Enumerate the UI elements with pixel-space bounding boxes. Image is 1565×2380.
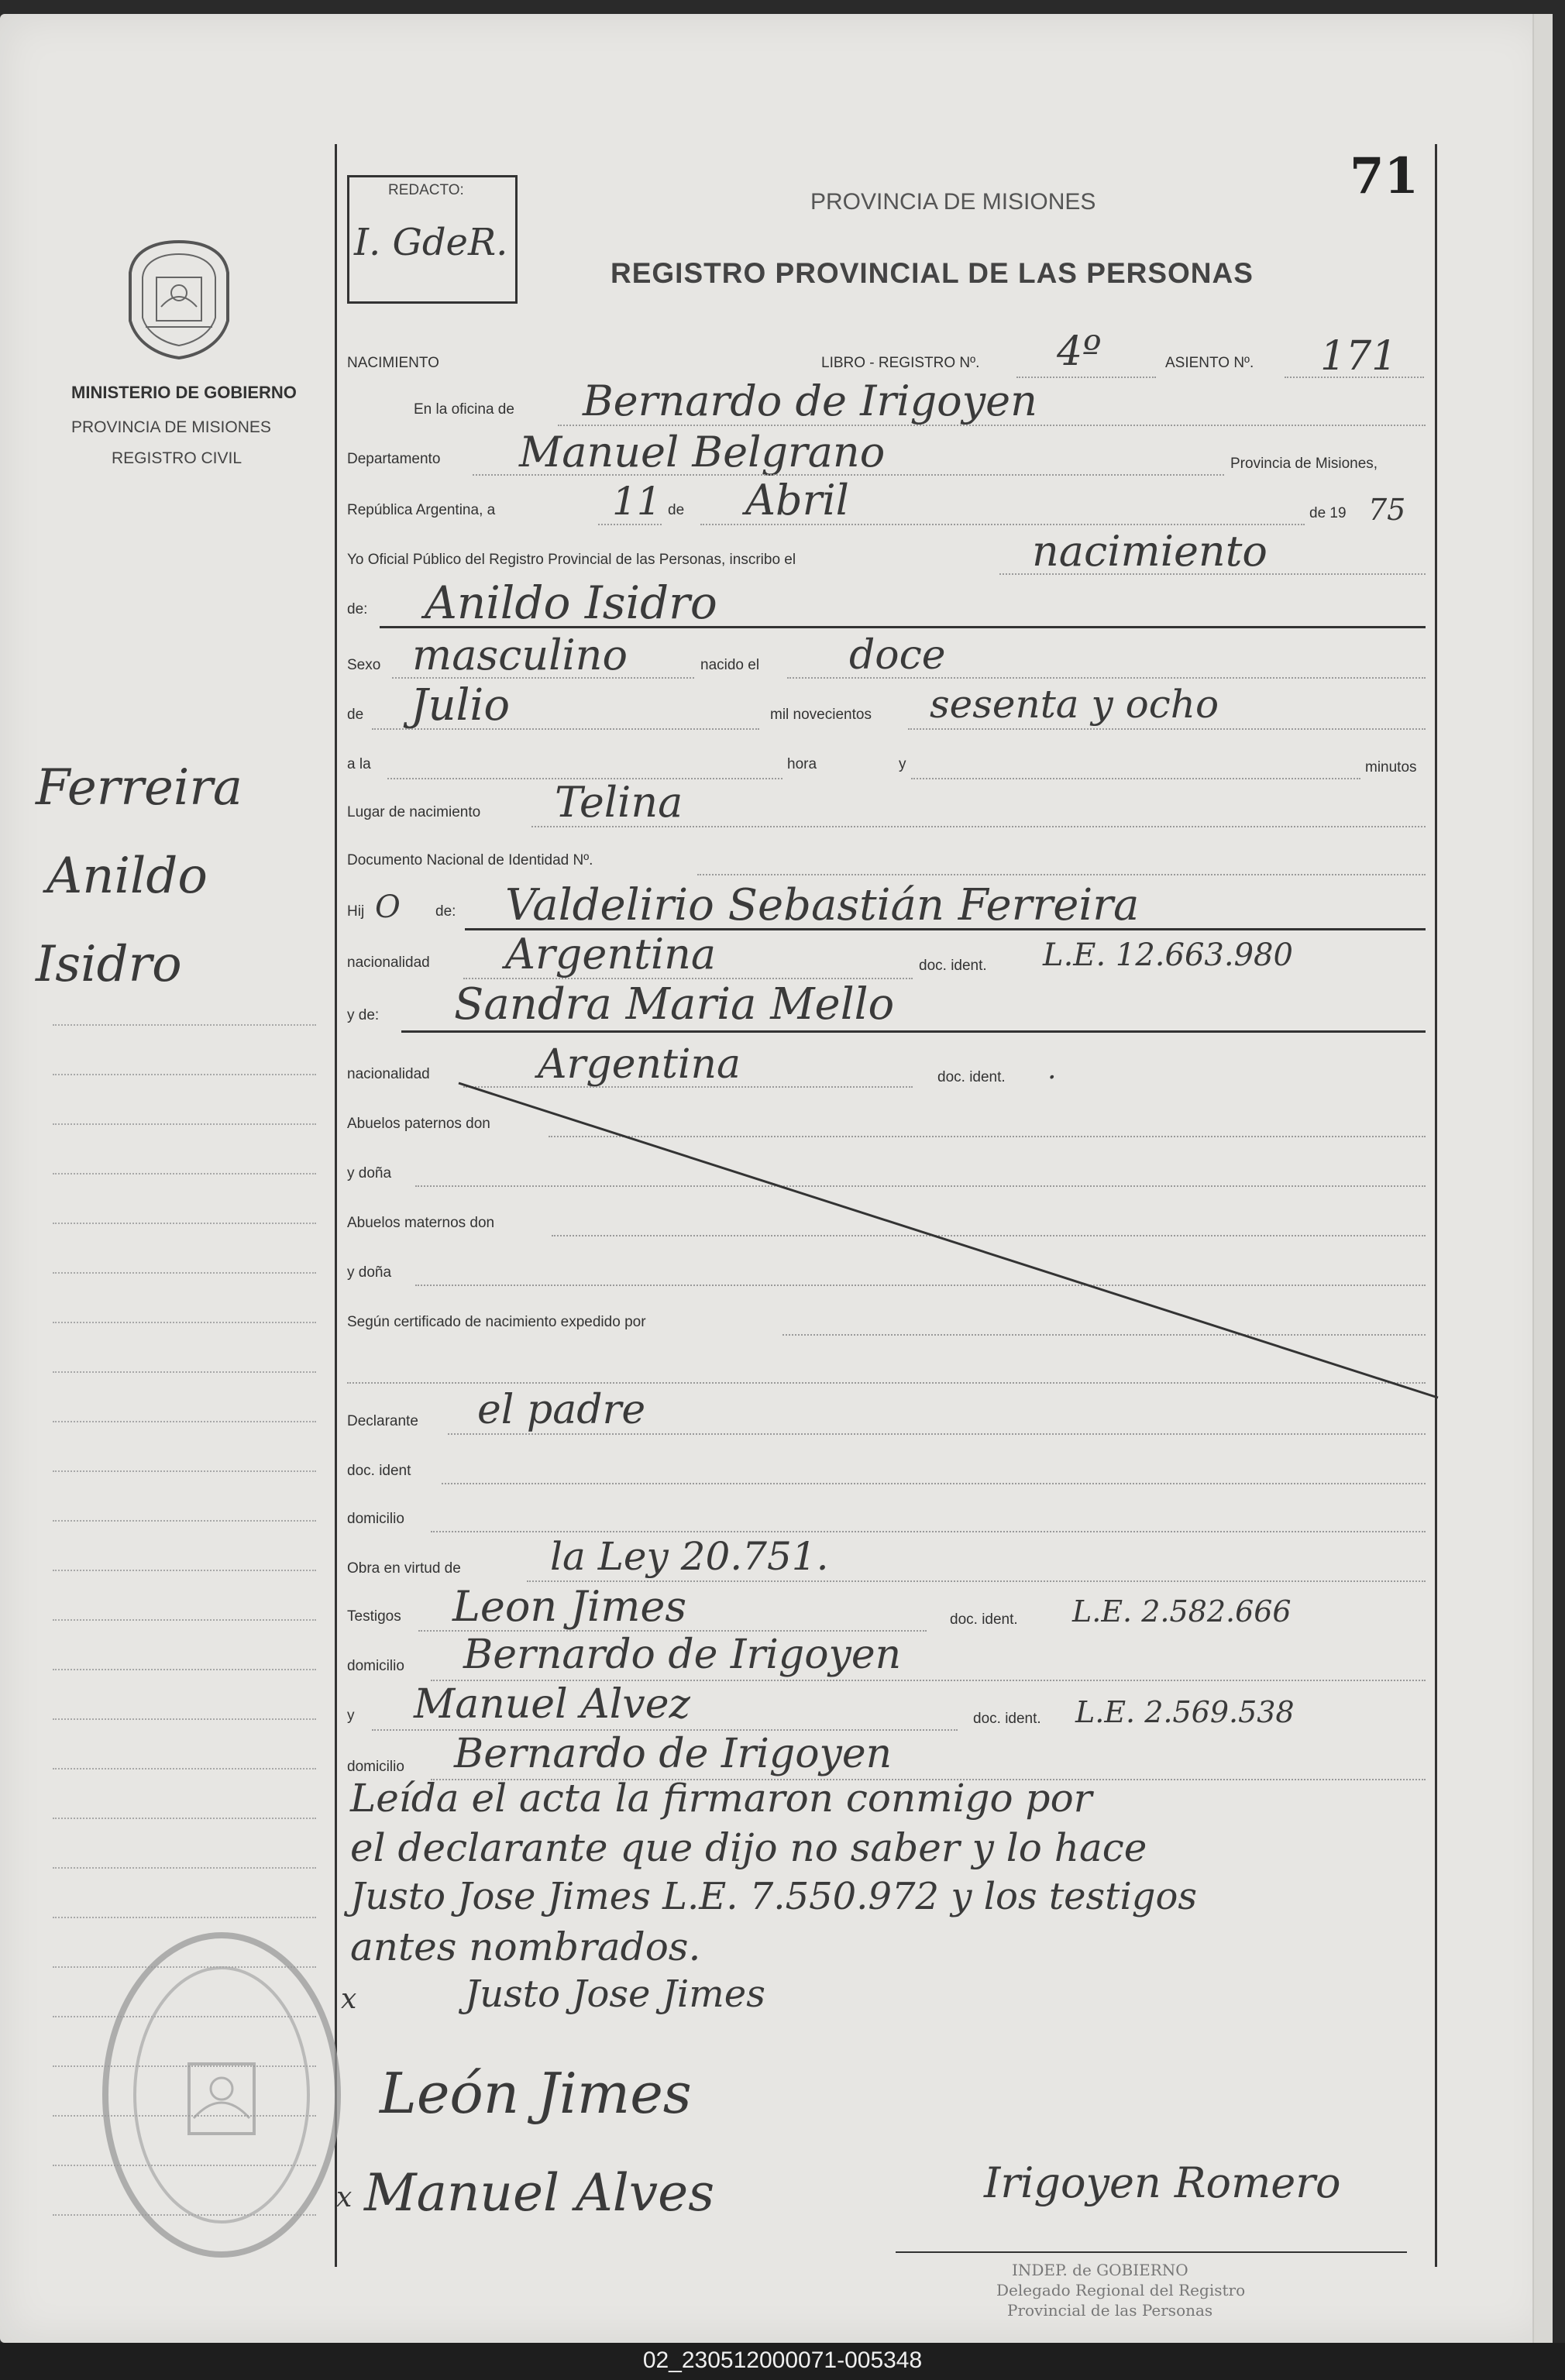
testigo2-doc: L.E. 2.569.538 — [1075, 1695, 1295, 1729]
official-signature-line — [896, 2251, 1407, 2253]
sexo-label: Sexo — [347, 657, 381, 673]
doc-madre-value: . — [1047, 1054, 1057, 1085]
doc-padre-value: L.E. 12.663.980 — [1043, 937, 1293, 973]
image-caption: 02_230512000071-005348 — [642, 2347, 923, 2373]
year-label: de 19 — [1309, 505, 1347, 521]
nacido-label: nacido el — [700, 657, 760, 673]
declarante-line — [448, 1433, 1426, 1435]
y-label: y — [899, 756, 906, 772]
note-line-1: Leída el acta la firmaron conmigo por — [350, 1776, 1092, 1821]
docident2-line — [442, 1483, 1426, 1484]
madre-value: Sandra Maria Mello — [454, 979, 895, 1030]
registry-round-seal — [98, 1924, 346, 2265]
asiento-label: ASIENTO Nº. — [1165, 355, 1254, 371]
anio-nac-value: sesenta y ocho — [930, 682, 1219, 727]
de2-label: de: — [347, 601, 368, 617]
docident2-label: doc. ident — [347, 1463, 411, 1479]
lugar-label: Lugar de nacimiento — [347, 804, 481, 820]
docident4-label: doc. ident. — [950, 1611, 1018, 1628]
ala-label: a la — [347, 756, 371, 772]
de3-label: de — [347, 707, 364, 723]
page-number: 71 — [1350, 147, 1419, 205]
day-value: 11 — [612, 479, 662, 524]
registry-title: REGISTRO PROVINCIAL DE LAS PERSONAS — [611, 257, 1254, 289]
minutos-label: minutos — [1365, 759, 1417, 776]
mil-label: mil novecientos — [770, 707, 872, 723]
segun-label: Según certificado de nacimiento expedido por — [347, 1314, 646, 1330]
signature-x-1: x — [341, 1983, 357, 2015]
note-line-2: el declarante que dijo no saber y lo hace — [350, 1825, 1147, 1870]
de4-label: de: — [435, 903, 456, 920]
testigos-label: Testigos — [347, 1608, 401, 1625]
ydona2-label: y doña — [347, 1264, 392, 1281]
ministry-line2: PROVINCIA DE MISIONES — [71, 418, 271, 436]
margin-surname: Ferreira — [36, 759, 243, 817]
stamp-line-2: Delegado Regional del Registro — [996, 2281, 1246, 2299]
hijo-label: Hij — [347, 903, 365, 920]
signature-3: Manuel Alves — [364, 2163, 715, 2223]
obra-label: Obra en virtud de — [347, 1560, 461, 1577]
docident3-label: doc. ident. — [937, 1069, 1006, 1085]
docident-label: doc. ident. — [919, 958, 987, 974]
provincia-label: Provincia de Misiones, — [1230, 456, 1378, 472]
domicilio-label: domicilio — [347, 1511, 404, 1527]
declarante-label: Declarante — [347, 1413, 418, 1429]
margin-first-name: Anildo — [46, 848, 208, 905]
domicilio3-label: domicilio — [347, 1759, 404, 1775]
nacionalidad-label: nacionalidad — [347, 954, 430, 971]
testigo1-dom: Bernardo de Irigoyen — [463, 1632, 902, 1678]
de-label: de — [668, 502, 685, 518]
abuelos-mat-label: Abuelos maternos don — [347, 1215, 495, 1231]
oficial-label: Yo Oficial Público del Registro Provincial de las Personas, inscribo el — [347, 552, 796, 568]
asiento-value: 171 — [1320, 333, 1398, 380]
province-title: PROVINCIA DE MISIONES — [810, 189, 1096, 215]
mes-nac-value: Julio — [411, 680, 511, 731]
libro-label: LIBRO - REGISTRO Nº. — [821, 355, 980, 371]
nacimiento-label: NACIMIENTO — [347, 355, 439, 371]
abuelos-pat-label: Abuelos paternos don — [347, 1116, 490, 1132]
departamento-value: Manuel Belgrano — [519, 428, 886, 476]
oficina-value: Bernardo de Irigoyen — [583, 377, 1037, 425]
signature-1: Justo Jose Jimes — [465, 1972, 765, 2016]
month-value: Abril — [745, 476, 849, 524]
sexo-value: masculino — [412, 631, 628, 679]
republica-label: República Argentina, a — [347, 502, 496, 518]
testigo1-doc: L.E. 2.582.666 — [1072, 1594, 1292, 1629]
redacto-label: REDACTO: — [388, 182, 464, 198]
nacido-value: doce — [849, 632, 946, 679]
domicilio-line — [431, 1531, 1426, 1532]
nac-madre-value: Argentina — [538, 1041, 741, 1088]
ydona1-label: y doña — [347, 1165, 392, 1181]
obra-value: la Ley 20.751. — [550, 1534, 829, 1579]
inscribo-value: nacimiento — [1032, 527, 1267, 576]
year-value: 75 — [1368, 493, 1406, 527]
ministry-line3: REGISTRO CIVIL — [112, 449, 242, 467]
departamento-label: Departamento — [347, 451, 441, 467]
docident5-label: doc. ident. — [973, 1711, 1041, 1727]
stamp-line-3: Provincial de las Personas — [1007, 2301, 1213, 2320]
testigo1-value: Leon Jimes — [452, 1582, 687, 1631]
signature-x-2: x — [336, 2182, 353, 2213]
nombre-value: Anildo Isidro — [425, 576, 717, 629]
declarante-value: el padre — [477, 1387, 646, 1433]
documento-label: Documento Nacional de Identidad Nº. — [347, 852, 593, 868]
libro-value: 4º — [1057, 328, 1102, 375]
signature-2: León Jimes — [380, 2061, 692, 2126]
padre-value: Valdelirio Sebastián Ferreira — [505, 880, 1140, 930]
hora-label: hora — [787, 756, 817, 772]
nacionalidad2-label: nacionalidad — [347, 1066, 430, 1082]
margin-second-name: Isidro — [36, 936, 182, 993]
lugar-value: Telina — [555, 778, 683, 827]
hijo-suffix: O — [375, 889, 401, 925]
oficina-label: En la oficina de — [414, 401, 514, 418]
y2-label: y — [347, 1708, 355, 1724]
signature-4: Irigoyen Romero — [984, 2158, 1341, 2207]
note-line-3: Justo Jose Jimes L.E. 7.550.972 y los testigos — [350, 1875, 1198, 1918]
testigo2-value: Manuel Alvez — [414, 1681, 690, 1728]
stamp-line-1: INDEP. de GOBIERNO — [1012, 2261, 1188, 2279]
redacto-value: I. GdeR. — [354, 221, 508, 264]
testigo2-dom: Bernardo de Irigoyen — [454, 1731, 893, 1777]
domicilio2-label: domicilio — [347, 1658, 404, 1674]
note-line-4: antes nombrados. — [350, 1924, 701, 1969]
nac-padre-value: Argentina — [505, 930, 717, 978]
ministry-line1: MINISTERIO DE GOBIERNO — [71, 383, 297, 402]
yde-label: y de: — [347, 1007, 380, 1023]
